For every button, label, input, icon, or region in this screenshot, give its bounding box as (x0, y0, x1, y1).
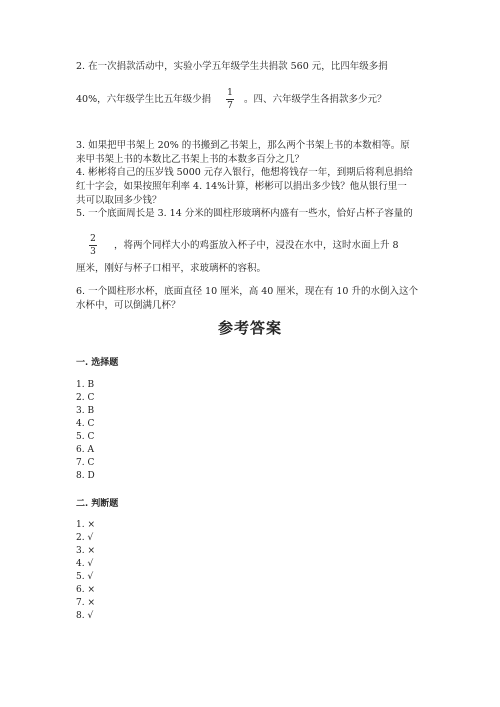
section-2-answer-1: 1. × (76, 520, 95, 530)
section-2-answer-8: 8. √ (76, 611, 94, 621)
fraction-numerator: 1 (227, 88, 233, 98)
section-1-answer-3: 3. B (76, 406, 95, 416)
problem-2-line-2a: 40%，六年级学生比五年级少捐 (76, 94, 212, 105)
problem-6-line-1: 6. 一个圆柱形水杯，底面直径 10 厘米，高 40 厘米，现在有 10 升的水倒入这个 (76, 286, 418, 297)
section-2-title: 二. 判断题 (76, 499, 119, 509)
section-1-answer-1: 1. B (76, 380, 95, 390)
problem-4-line-3: 共可以取回多少钱？ (76, 195, 162, 206)
problem-3-line-2: 来甲书架上书的本数比乙书架上书的本数多百分之几？ (76, 154, 305, 165)
problem-2-line-2b: 。四、六年级学生各捐款多少元？ (244, 94, 387, 105)
fraction-numerator: 2 (90, 234, 96, 244)
problem-6-line-2: 水杯中，可以倒满几杯？ (76, 300, 181, 311)
section-1-answer-8: 8. D (76, 471, 95, 481)
fraction-one-seventh (226, 88, 234, 111)
section-1-answer-2: 2. C (76, 393, 95, 403)
section-2-answer-7: 7. × (76, 598, 95, 608)
section-2-answer-4: 4. √ (76, 559, 94, 569)
section-1-answer-4: 4. C (76, 419, 95, 429)
section-2-answer-5: 5. √ (76, 572, 94, 582)
fraction-two-thirds (89, 234, 97, 257)
problem-3-line-1: 3. 如果把甲书架上 20% 的书搬到乙书架上，那么两个书架上书的本数相等。原 (76, 140, 410, 151)
fraction-bar (226, 99, 234, 100)
section-2-answer-3: 3. × (76, 546, 95, 556)
section-1-answer-5: 5. C (76, 432, 95, 442)
section-2-answer-2: 2. √ (76, 533, 94, 543)
section-1-answer-6: 6. A (76, 445, 94, 455)
problem-4-line-2: 红十字会，如果按照年利率 4. 14%计算，彬彬可以捐出多少钱？他从银行里一 (76, 181, 407, 192)
problem-5-line-2: ，将两个同样大小的鸡蛋放入杯子中，浸没在水中，这时水面上升 8 (114, 240, 399, 251)
problem-5-line-3: 厘米，刚好与杯子口相平，求玻璃杯的容积。 (76, 263, 267, 274)
fraction-bar (89, 245, 97, 246)
section-1-answer-7: 7. C (76, 458, 95, 468)
problem-5-line-1: 5. 一个底面周长是 3. 14 分米的圆柱形玻璃杯内盛有一些水，恰好占杯子容量的 (76, 208, 413, 219)
answers-title: 参考答案 (217, 319, 282, 337)
section-1-title: 一. 选择题 (76, 358, 119, 368)
problem-4-line-1: 4. 彬彬将自己的压岁钱 5000 元存入银行，他想将钱存一年，到期后将利息捐给 (76, 167, 413, 178)
fraction-denominator: 3 (90, 247, 96, 257)
fraction-denominator: 7 (227, 101, 233, 111)
problem-2-line-1: 2. 在一次捐款活动中，实验小学五年级学生共捐款 560 元，比四年级多捐 (76, 61, 388, 72)
section-2-answer-6: 6. × (76, 585, 95, 595)
